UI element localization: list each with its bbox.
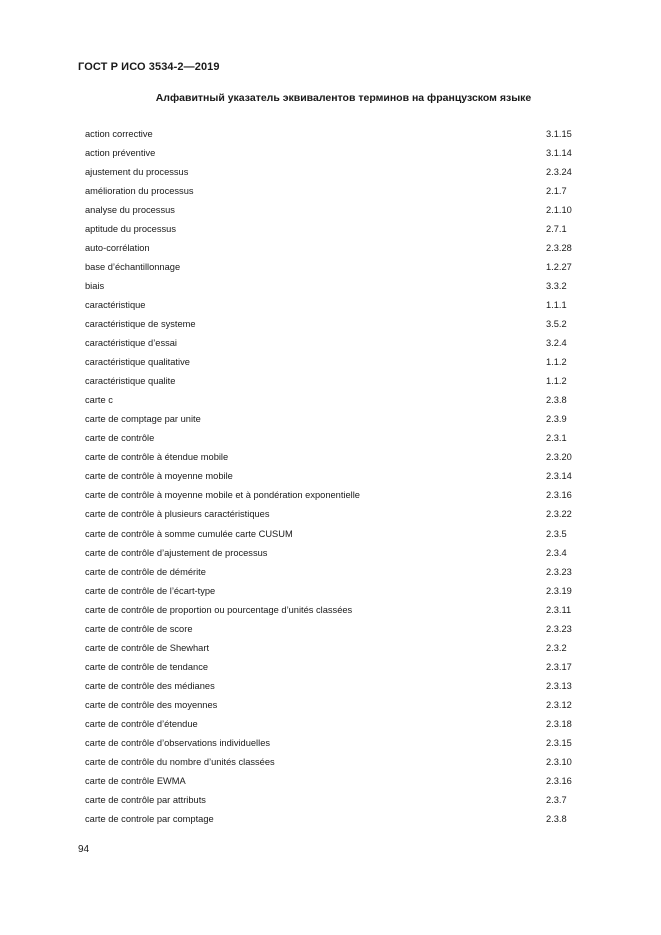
index-entry xyxy=(85,695,576,714)
entry-term: carte de contrôle à moyenne mobile xyxy=(85,471,233,482)
index-entry xyxy=(85,200,576,219)
entry-term: aptitude du processus xyxy=(85,223,176,234)
entry-term: carte de comptage par unite xyxy=(85,414,201,425)
entry-reference: 2.1.10 xyxy=(546,204,572,215)
index-entry xyxy=(85,524,576,543)
entry-term: ajustement du processus xyxy=(85,166,189,177)
entry-term: amélioration du processus xyxy=(85,185,194,196)
entry-term: carte de contrôle d’observations individuelles xyxy=(85,738,271,749)
index-entry xyxy=(85,734,576,753)
entry-term: carte de contrôle d’ajustement de processus xyxy=(85,547,268,558)
index-entry xyxy=(85,657,576,676)
index-entry xyxy=(85,429,576,448)
entry-reference: 2.3.28 xyxy=(546,242,572,253)
entry-reference: 2.3.23 xyxy=(546,566,572,577)
entry-reference: 2.3.10 xyxy=(546,757,572,768)
entry-term: caractéristique qualitative xyxy=(85,357,190,368)
entry-reference: 2.3.4 xyxy=(546,547,567,558)
entry-term: carte de contrôle à moyenne mobile et à pondération exponentielle xyxy=(85,490,360,501)
document-header: ГОСТ Р ИСО 3534-2—2019 xyxy=(78,61,220,73)
entry-term: action préventive xyxy=(85,147,156,158)
entry-reference: 2.3.7 xyxy=(546,795,567,806)
index-entry xyxy=(85,353,576,372)
index-entry xyxy=(85,638,576,657)
entry-reference: 1.1.2 xyxy=(546,357,567,368)
entry-reference: 2.3.17 xyxy=(546,661,572,672)
entry-term: carte de contrôle des moyennes xyxy=(85,699,218,710)
entry-reference: 2.3.8 xyxy=(546,814,567,825)
entry-reference: 3.5.2 xyxy=(546,318,567,329)
entry-term: carte de contrôle du nombre d’unités classées xyxy=(85,757,275,768)
entry-term: carte de contrôle de proportion ou pourcentage d’unités classées xyxy=(85,604,353,615)
entry-reference: 3.2.4 xyxy=(546,338,567,349)
index-entry xyxy=(85,124,576,143)
entry-reference: 2.3.19 xyxy=(546,585,572,596)
index-entry xyxy=(85,753,576,772)
entry-term: carte de controle par comptage xyxy=(85,814,214,825)
entry-reference: 3.1.15 xyxy=(546,128,572,139)
entry-reference: 3.3.2 xyxy=(546,280,567,291)
entry-reference: 2.3.20 xyxy=(546,452,572,463)
entry-reference: 3.1.14 xyxy=(546,147,572,158)
entry-term: carte de contrôle de démérite xyxy=(85,566,206,577)
index-entry xyxy=(85,143,576,162)
index-entry xyxy=(85,714,576,733)
entry-reference: 2.7.1 xyxy=(546,223,567,234)
entry-term: auto-corrélation xyxy=(85,242,150,253)
index-entry xyxy=(85,543,576,562)
index-entry xyxy=(85,372,576,391)
entry-term: carte de contrôle xyxy=(85,433,155,444)
index-entry xyxy=(85,181,576,200)
index-entry xyxy=(85,619,576,638)
index-title: Алфавитный указатель эквивалентов терминов на французском языке xyxy=(155,92,532,104)
entry-reference: 2.3.1 xyxy=(546,433,567,444)
entry-reference: 2.3.5 xyxy=(546,528,567,539)
index-entry xyxy=(85,295,576,314)
entry-reference: 1.1.2 xyxy=(546,376,567,387)
index-entry xyxy=(85,257,576,276)
index-entry xyxy=(85,600,576,619)
entry-reference: 2.3.15 xyxy=(546,738,572,749)
index-entry xyxy=(85,162,576,181)
entry-term: carte c xyxy=(85,395,113,406)
entry-term: action corrective xyxy=(85,128,153,139)
index-entry xyxy=(85,791,576,810)
entry-term: carte de contrôle de score xyxy=(85,623,193,634)
entry-reference: 2.3.16 xyxy=(546,490,572,501)
entry-term: carte de contrôle à somme cumulée carte CUSUM xyxy=(85,528,293,539)
entry-term: carte de contrôle de l’écart-type xyxy=(85,585,216,596)
entry-term: carte de contrôle par attributs xyxy=(85,795,206,806)
entry-reference: 2.3.2 xyxy=(546,642,567,653)
entry-reference: 2.3.24 xyxy=(546,166,572,177)
entry-term: carte de contrôle à étendue mobile xyxy=(85,452,229,463)
entry-term: carte de contrôle de Shewhart xyxy=(85,642,210,653)
entry-term: carte de contrôle de tendance xyxy=(85,661,209,672)
entry-term: carte de contrôle EWMA xyxy=(85,776,186,787)
index-entry xyxy=(85,276,576,295)
index-entry xyxy=(85,772,576,791)
entry-reference: 2.3.13 xyxy=(546,680,572,691)
index-entry xyxy=(85,562,576,581)
entry-reference: 1.1.1 xyxy=(546,299,567,310)
entry-reference: 1.2.27 xyxy=(546,261,572,272)
entry-term: caractéristique qualite xyxy=(85,376,176,387)
index-entry xyxy=(85,448,576,467)
entry-reference: 2.3.16 xyxy=(546,776,572,787)
index-entry xyxy=(85,410,576,429)
entry-reference: 2.3.12 xyxy=(546,699,572,710)
index-entry xyxy=(85,219,576,238)
index-entry xyxy=(85,676,576,695)
entry-term: carte de contrôle à plusieurs caractéristiques xyxy=(85,509,270,520)
index-entry xyxy=(85,581,576,600)
entry-term: biais xyxy=(85,280,105,291)
index-entry xyxy=(85,467,576,486)
index-entry xyxy=(85,486,576,505)
entry-reference: 2.3.8 xyxy=(546,395,567,406)
entry-term: base d’échantillonnage xyxy=(85,261,181,272)
page-number: 94 xyxy=(78,844,90,855)
index-entry xyxy=(85,238,576,257)
entry-term: caractéristique de systeme xyxy=(85,318,196,329)
entry-reference: 2.3.23 xyxy=(546,623,572,634)
entry-reference: 2.3.11 xyxy=(546,604,572,615)
index-entry xyxy=(85,505,576,524)
index-entries-list xyxy=(85,124,576,829)
entry-reference: 2.3.9 xyxy=(546,414,567,425)
entry-term: carte de contrôle d’étendue xyxy=(85,718,198,729)
index-entry xyxy=(85,391,576,410)
index-entry xyxy=(85,314,576,333)
entry-reference: 2.3.18 xyxy=(546,718,572,729)
entry-reference: 2.1.7 xyxy=(546,185,567,196)
entry-reference: 2.3.22 xyxy=(546,509,572,520)
index-entry xyxy=(85,334,576,353)
entry-term: carte de contrôle des médianes xyxy=(85,680,215,691)
entry-term: analyse du processus xyxy=(85,204,175,215)
entry-term: caractéristique xyxy=(85,299,146,310)
entry-reference: 2.3.14 xyxy=(546,471,572,482)
index-entry xyxy=(85,810,576,829)
entry-term: caractéristique d’essai xyxy=(85,338,177,349)
